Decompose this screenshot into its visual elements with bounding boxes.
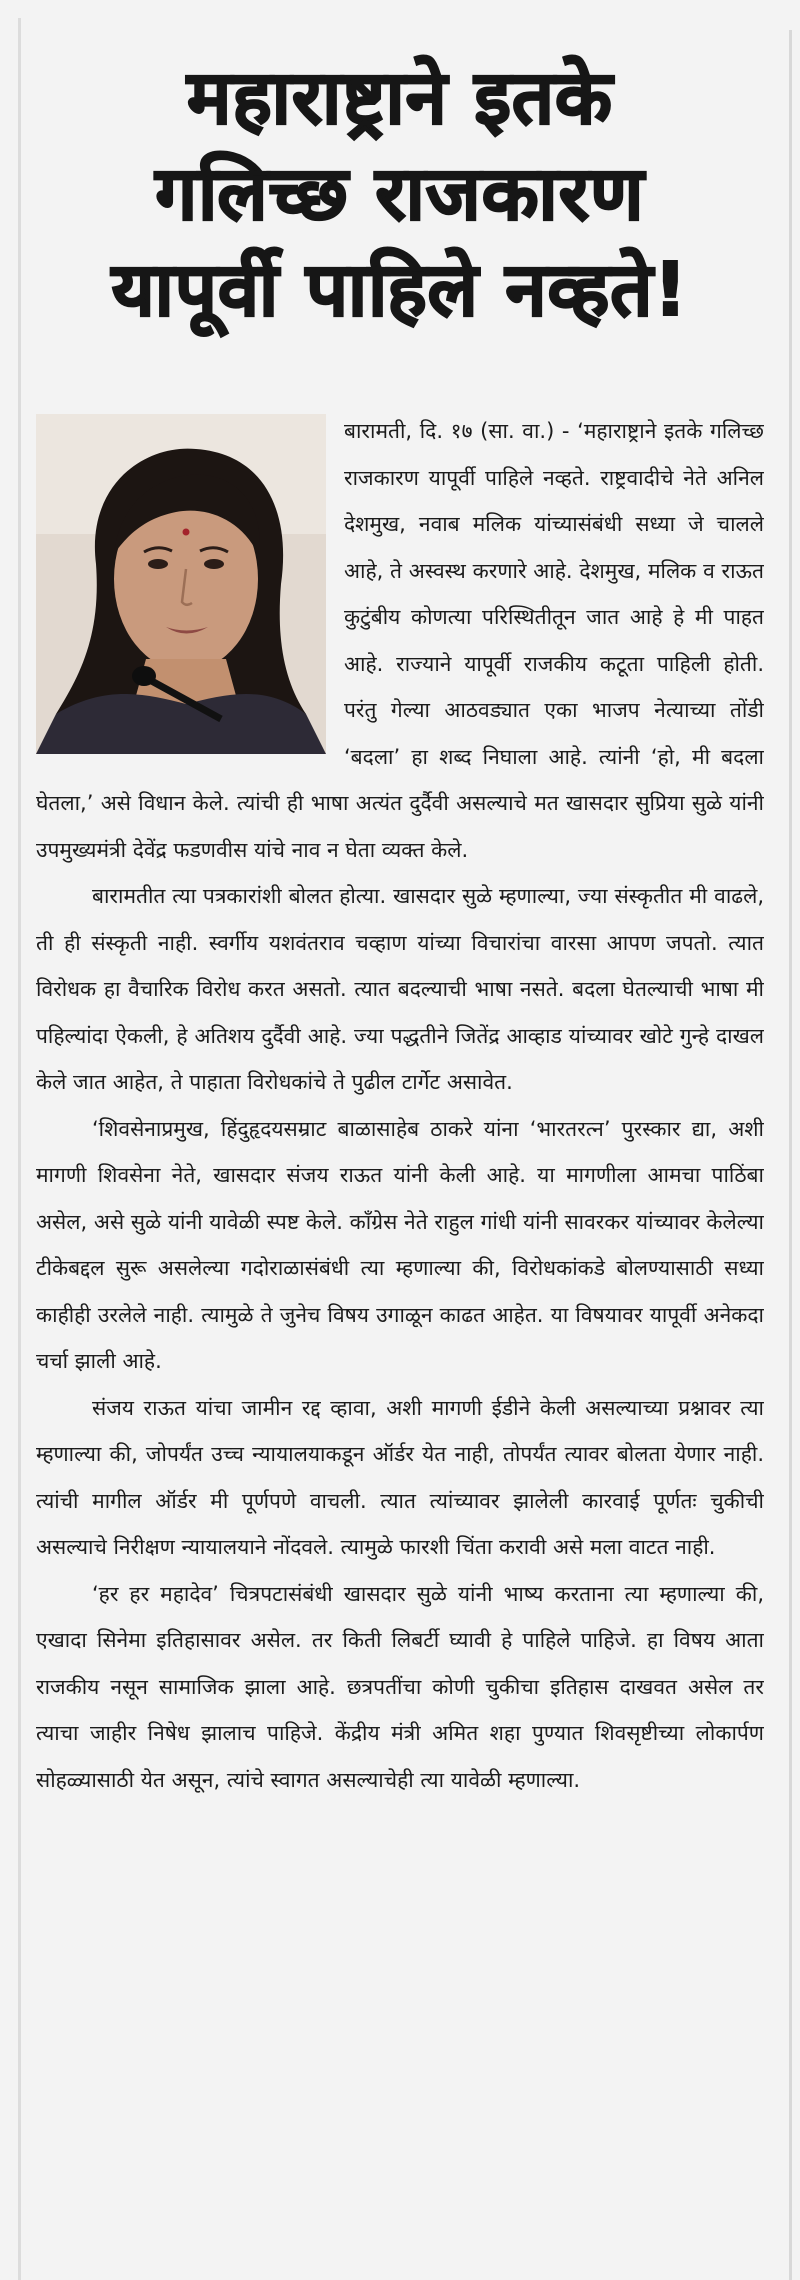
article-paragraph-2: बारामतीत त्या पत्रकारांशी बोलत होत्या. खासदार सुळे म्हणाल्या, ज्या संस्कृतीत मी वाढले, ती ही संस्कृती नाही. स्वर्गीय यशवंतराव चव्हाण यांच्या विचारांचा वारसा आपण जपतो. त्यात विरोधक हा वैचारिक विरोध करत असतो. त्यात बदल्याची भाषा नसते. बदला घेतल्याची भाषा मी पहिल्यांदा ऐकली, हे अतिशय दुर्दैवी आहे. ज्या पद्धतीने जितेंद्र आव्हाड यांच्यावर खोटे गुन्हे दाखल केले जात आहेत, ते पाहाता विरोधकांचे ते पुढील टार्गेट असावेत.: [36, 884, 764, 1094]
headline-line-1: महाराष्ट्राने इतके: [187, 55, 613, 141]
right-margin-line: [789, 30, 792, 2280]
dateline: बारामती, दि. १७ (सा. वा.) -: [344, 419, 570, 443]
paragraph-1-text: ‘महाराष्ट्राने इतके गलिच्छ राजकारण यापूर्वी पाहिले नव्हते. राष्ट्रवादीचे नेते अनिल देशमुख, नवाब मलिक यांच्यासंबंधी सध्या जे चालले आहे, ते अस्वस्थ करणारे आहे. देशमुख, मलिक व राऊत कुटुंबीय कोणत्या परिस्थितीतून जात आहे हे मी पाहत आहे. राज्याने यापूर्वी राजकीय कटूता पाहिली होती. परंतु गेल्या आठवड्यात एका भाजप नेत्याच्या तोंडी ‘बदला’ हा शब्द निघाला आहे. त्यांनी ‘हो, मी बदला घेतला,’ असे विधान केले. त्यांची ही भाषा अत्यंत दुर्दैवी असल्याचे मत खासदार सुप्रिया सुळे यांनी उपमुख्यमंत्री देवेंद्र फडणवीस यांचे नाव न घेता व्यक्त केले.: [36, 419, 764, 862]
article-paragraph-4: संजय राऊत यांचा जामीन रद्द व्हावा, अशी मागणी ईडीने केली असल्याच्या प्रश्नावर त्या म्हणाल्या की, जोपर्यंत उच्च न्यायालयाकडून ऑर्डर येत नाही, तोपर्यंत त्यावर बोलता येणार नाही. त्यांची मागील ऑर्डर मी पूर्णपणे वाचली. त्यात त्यांच्यावर झालेली कारवाई पूर्णतः चुकीची असल्याचे निरीक्षण न्यायालयाने नोंदवले. त्यामुळे फारशी चिंता करावी असे मला वाटत नाही.: [36, 1395, 764, 1559]
left-margin-line: [18, 18, 21, 2280]
portrait-illustration: [36, 414, 326, 754]
headline-line-3: यापूर्वी पाहिले नव्हते!: [111, 247, 689, 333]
article-paragraph-3: ‘शिवसेनाप्रमुख, हिंदुहृदयसम्राट बाळासाहेब ठाकरे यांना ‘भारतरत्न’ पुरस्कार द्या, अशी मागणी शिवसेना नेते, खासदार संजय राऊत यांनी केली आहे. या मागणीला आमचा पाठिंबा असेल, असे सुळे यांनी यावेळी स्पष्ट केले. काँग्रेस नेते राहुल गांधी यांनी सावरकर यांच्यावर केलेल्या टीकेबद्दल सुरू असलेल्या गदोराळासंबंधी त्या म्हणाल्या की, विरोधकांकडे बोलण्यासाठी सध्या काहीही उरलेले नाही. त्यामुळे ते जुनेच विषय उगाळून काढत आहेत. या विषयावर यापूर्वी अनेकदा चर्चा झाली आहे.: [36, 1116, 764, 1373]
article-paragraph-5: ‘हर हर महादेव’ चित्रपटासंबंधी खासदार सुळे यांनी भाष्य करताना त्या म्हणाल्या की, एखादा सिनेमा इतिहासावर असेल. तर किती लिबर्टी घ्यावी हे पाहिले पाहिजे. हा विषय आता राजकीय नसून सामाजिक झाला आहे. छत्रपतींचा कोणी चुकीचा इतिहास दाखवत असेल तर त्याचा जाहीर निषेध झालाच पाहिजे. केंद्रीय मंत्री अमित शहा पुण्यात शिवसृष्टीच्या लोकार्पण सोहळ्यासाठी येत असून, त्यांचे स्वागत असल्याचेही त्या यावेळी म्हणाल्या.: [36, 1581, 764, 1792]
headline-line-2: गलिच्छ राजकारण: [155, 151, 645, 237]
article-body: [36, 408, 764, 2268]
portrait-photo: [36, 414, 326, 754]
headline: [40, 50, 760, 338]
